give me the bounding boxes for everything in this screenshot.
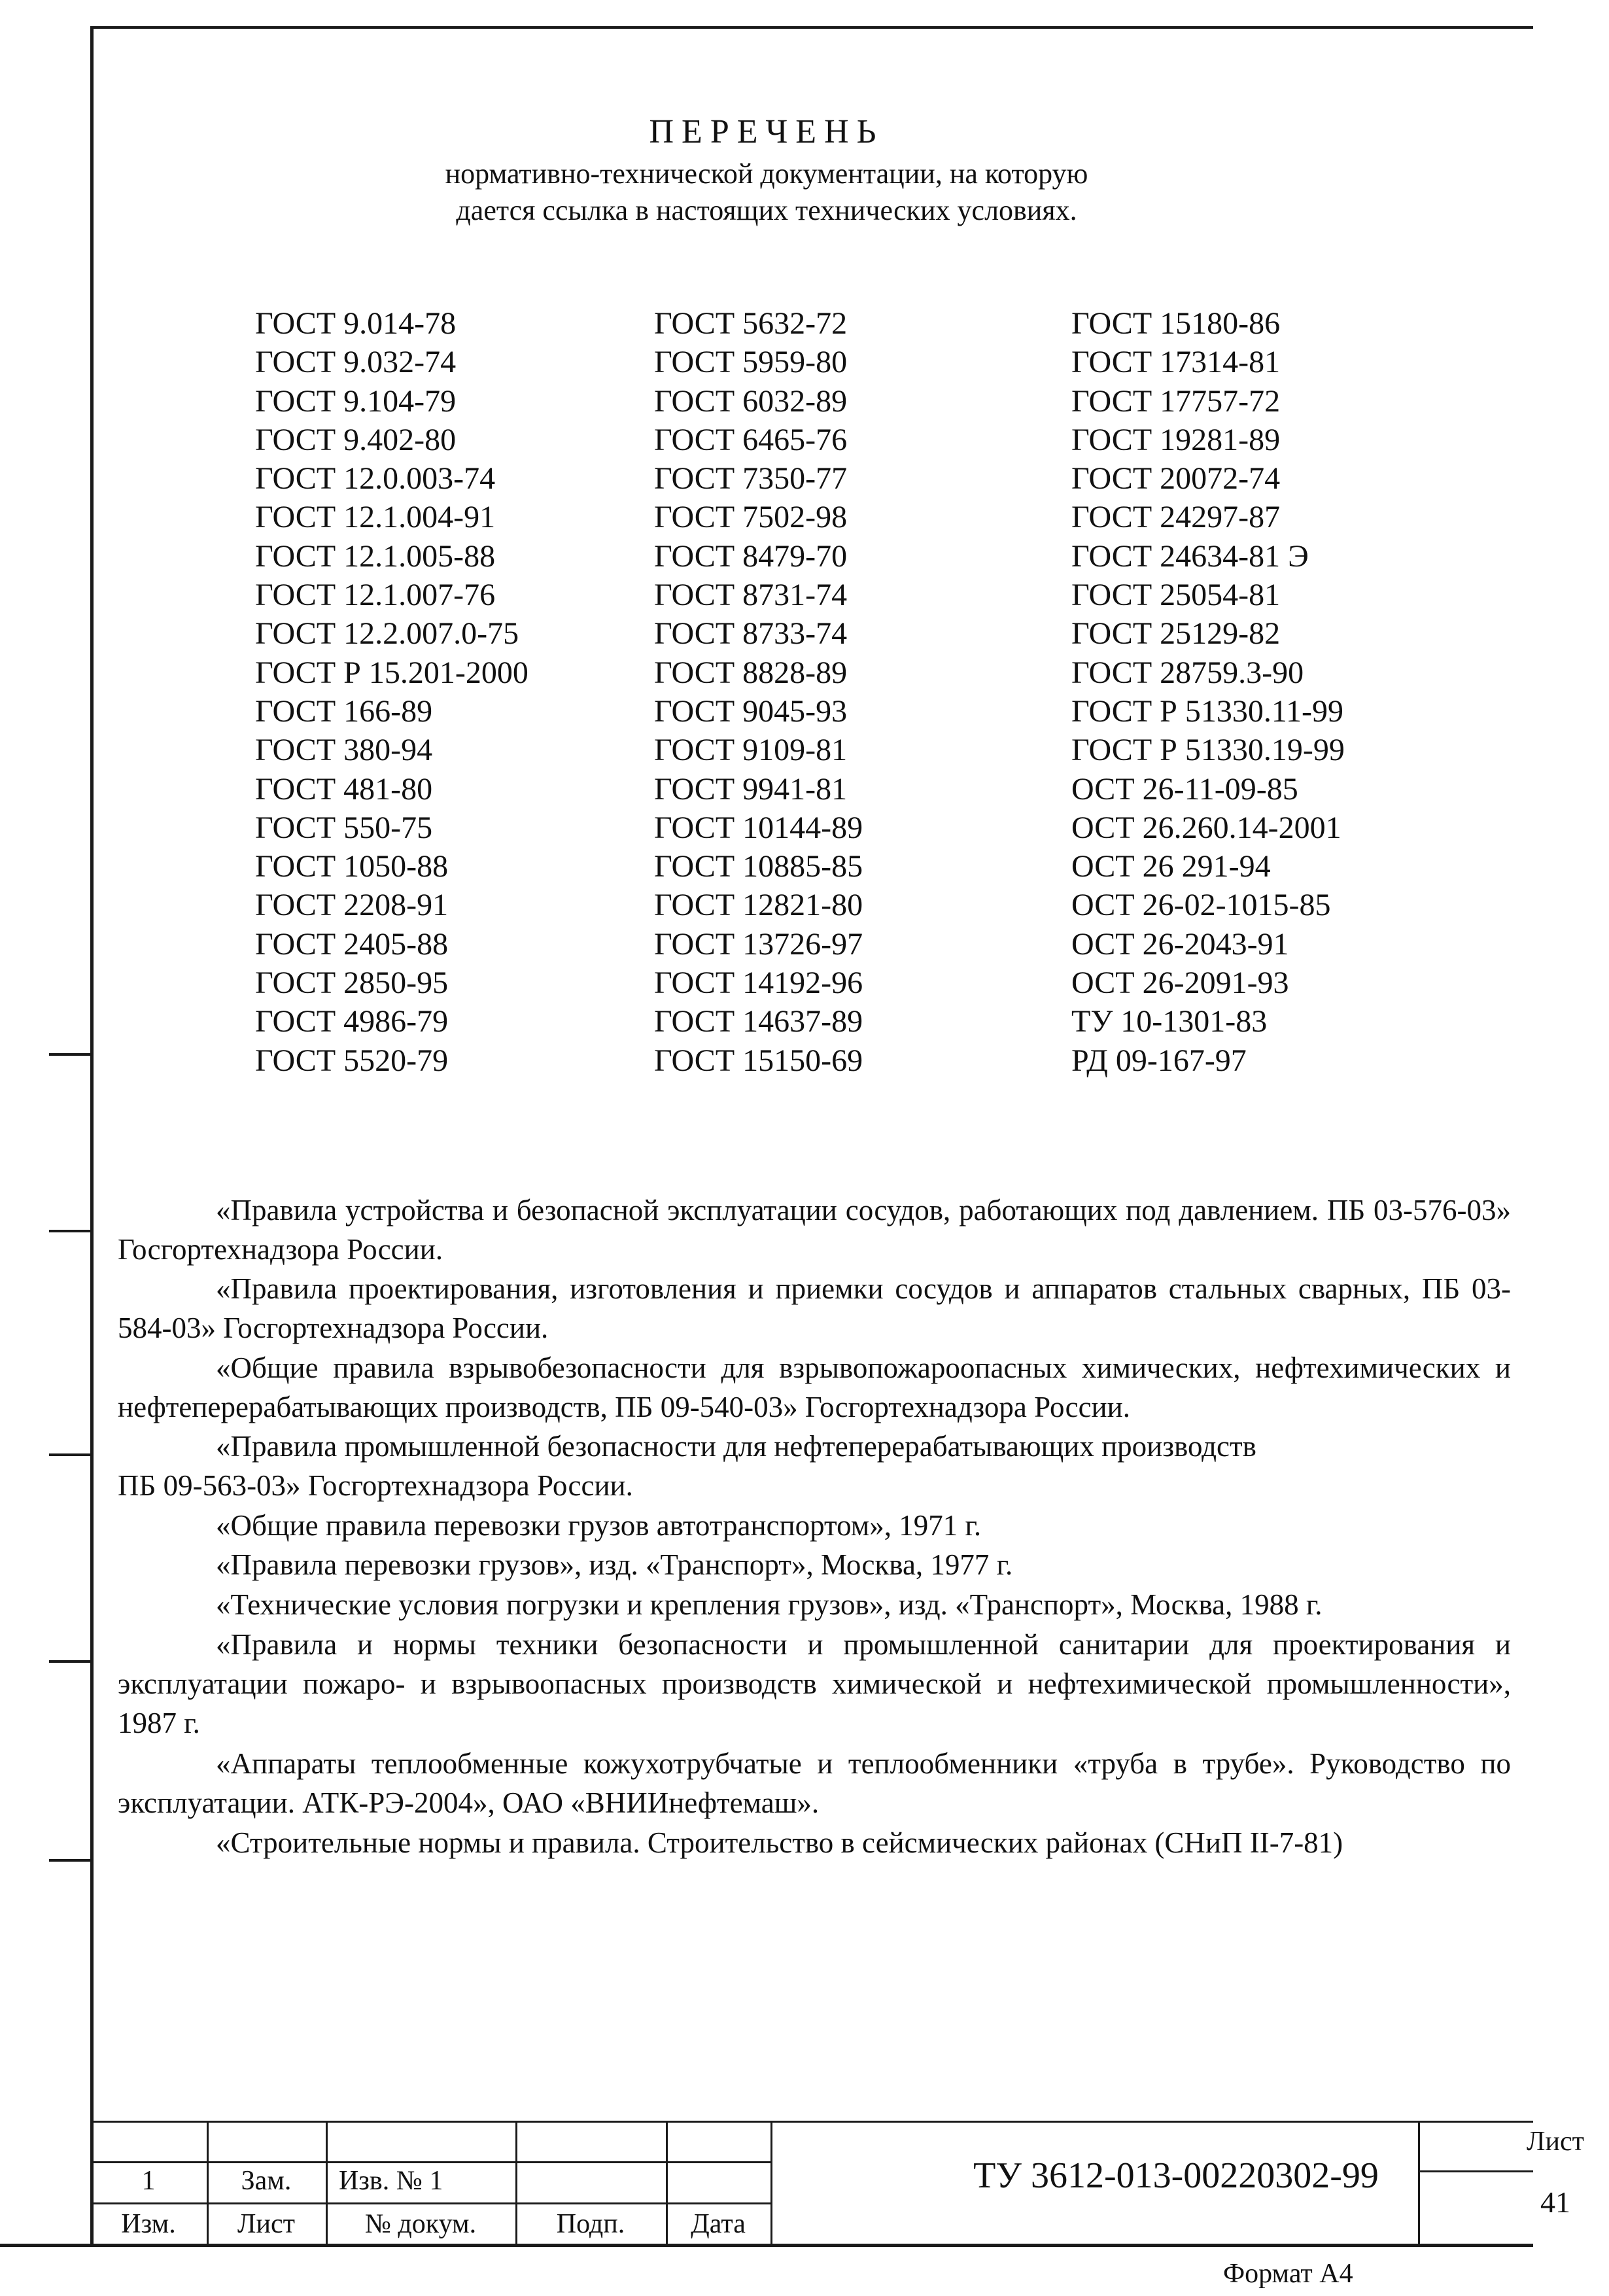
reference-item: ГОСТ 5959-80 (654, 345, 848, 380)
reference-paragraph-line: ПБ 09-563-03» Госгортехнадзора России. (118, 1469, 633, 1502)
reference-paragraph-line: «Правила промышленной безопасности для нефтеперерабатывающих производств (216, 1430, 1256, 1463)
reference-paragraph: «Правила проектирования, изготовления и приемки сосудов и аппаратов стальных сварных, ПБ 03-584-03» Госгортехнадзора России. (118, 1272, 1511, 1344)
reference-item: ГОСТ 20072-74 (1071, 461, 1281, 496)
reference-item: ГОСТ 10144-89 (654, 810, 863, 845)
reference-item: ГОСТ 7502-98 (654, 500, 848, 535)
reference-item: ГОСТ Р 15.201-2000 (255, 655, 528, 690)
reference-item: ГОСТ 12.1.007-76 (255, 578, 496, 613)
reference-item: ОСТ 26-02-1015-85 (1071, 888, 1331, 923)
stamp-header-doc: № докум. (364, 2209, 477, 2239)
reference-item: ГОСТ 10885-85 (654, 849, 863, 884)
reference-item: ОСТ 26 291-94 (1071, 849, 1271, 884)
reference-item: ГОСТ 12.0.003-74 (255, 461, 496, 496)
reference-item: ТУ 10-1301-83 (1071, 1004, 1268, 1039)
reference-item: ГОСТ 9.104-79 (255, 383, 457, 419)
reference-item: ГОСТ 14637-89 (654, 1004, 863, 1039)
reference-item: ГОСТ 19281-89 (1071, 422, 1281, 457)
reference-item: ГОСТ 5632-72 (654, 306, 848, 341)
reference-paragraph: «Аппараты теплообменные кожухотрубчатые и теплообменники «труба в трубе». Руководство по эксплуатации. АТК-РЭ-2004», ОАО «ВНИИнефтемаш». (118, 1747, 1511, 1819)
reference-item: ГОСТ 13726-97 (654, 926, 863, 962)
reference-item: ОСТ 26-2043-91 (1071, 926, 1289, 962)
reference-item: ГОСТ 380-94 (255, 733, 433, 768)
reference-item: ГОСТ 550-75 (255, 810, 433, 845)
stamp-header-date: Дата (691, 2209, 746, 2239)
reference-item: ГОСТ 9.402-80 (255, 422, 457, 457)
reference-item: ГОСТ 8731-74 (654, 578, 848, 613)
reference-paragraph-line: «Технические условия погрузки и крепления грузов», изд. «Транспорт», Москва, 1988 г. (216, 1588, 1323, 1621)
document-code: ТУ 3612-013-00220302-99 (973, 2155, 1379, 2196)
reference-item: ГОСТ 12.1.005-88 (255, 538, 496, 574)
reference-item: ГОСТ Р 51330.19-99 (1071, 733, 1345, 768)
reference-item: ГОСТ 2208-91 (255, 888, 449, 923)
reference-paragraph: «Правила и нормы техники безопасности и промышленной санитарии для проектирования и эксплуатации пожаро- и взрывоопасных производств химической и нефтехимической промышленности», 1987 г. (118, 1628, 1511, 1739)
margin-tick (49, 1660, 94, 1663)
reference-item: ГОСТ 14192-96 (654, 965, 863, 1001)
title-block (90, 2121, 1584, 2245)
reference-item: ГОСТ 9109-81 (654, 733, 848, 768)
reference-item: ГОСТ 2850-95 (255, 965, 449, 1001)
reference-paragraph-line: «Строительные нормы и правила. Строительство в сейсмических районах (СНиП II-7-81) (216, 1826, 1343, 1859)
reference-item: ГОСТ 24297-87 (1071, 500, 1281, 535)
reference-item: ОСТ 26-2091-93 (1071, 965, 1289, 1001)
reference-column-2 (654, 304, 863, 1080)
reference-item: ГОСТ 5520-79 (255, 1043, 449, 1078)
reference-item: ГОСТ 166-89 (255, 693, 433, 729)
reference-paragraph: «Общие правила взрывобезопасности для взрывопожароопасных химических, нефтехимических и нефтеперерабатывающих производств, ПБ 09-540-03» Госгортехнадзора России. (118, 1351, 1511, 1423)
reference-item: ГОСТ 24634-81 Э (1071, 538, 1309, 574)
reference-item: ГОСТ 28759.3-90 (1071, 655, 1304, 690)
reference-item: ОСТ 26-11-09-85 (1071, 771, 1298, 807)
reference-item: ОСТ 26.260.14-2001 (1071, 810, 1341, 845)
page-format: Формат А4 (1223, 2259, 1353, 2289)
sheet-number: 41 (1540, 2185, 1570, 2219)
reference-item: ГОСТ 12821-80 (654, 888, 863, 923)
reference-item: ГОСТ 8828-89 (654, 655, 848, 690)
reference-item: ГОСТ 481-80 (255, 771, 433, 807)
reference-item: ГОСТ 2405-88 (255, 926, 449, 962)
reference-item: ГОСТ 25054-81 (1071, 578, 1281, 613)
reference-item: ГОСТ Р 51330.11-99 (1071, 693, 1344, 729)
reference-item: ГОСТ 9941-81 (654, 771, 848, 807)
page-subtitle-line2: дается ссылка в настоящих технических условиях. (456, 194, 1077, 226)
margin-tick (49, 1230, 94, 1232)
reference-column-1 (255, 304, 528, 1080)
margin-tick (49, 1859, 94, 1862)
stamp-header-list: Лист (237, 2209, 295, 2239)
reference-item: ГОСТ 9.014-78 (255, 306, 457, 341)
reference-item: ГОСТ 6465-76 (654, 422, 848, 457)
frame-left-border (90, 26, 94, 2247)
reference-item: ГОСТ 12.2.007.0-75 (255, 616, 519, 652)
page-title: ПЕРЕЧЕНЬ (649, 113, 884, 150)
reference-item: ГОСТ 1050-88 (255, 849, 449, 884)
reference-item: ГОСТ 4986-79 (255, 1004, 449, 1039)
reference-item: ГОСТ 12.1.004-91 (255, 500, 496, 535)
reference-column-3 (1071, 304, 1345, 1080)
stamp-header-sign: Подп. (556, 2209, 625, 2239)
reference-item: ГОСТ 7350-77 (654, 461, 848, 496)
reference-item: ГОСТ 6032-89 (654, 383, 848, 419)
reference-item: ГОСТ 8479-70 (654, 538, 848, 574)
stamp-header-izm: Изм. (121, 2209, 176, 2239)
reference-item: ГОСТ 15180-86 (1071, 306, 1281, 341)
reference-item: ГОСТ 9.032-74 (255, 345, 457, 380)
reference-paragraph-line: «Общие правила перевозки грузов автотранспортом», 1971 г. (216, 1509, 982, 1542)
margin-tick (49, 1053, 94, 1056)
stamp-doc-value: Изв. № 1 (339, 2166, 443, 2196)
reference-item: ГОСТ 17314-81 (1071, 345, 1281, 380)
reference-paragraph: «Правила устройства и безопасной эксплуатации сосудов, работающих под давлением. ПБ 03-576-03» Госгортехнадзора России. (118, 1194, 1511, 1266)
reference-item: ГОСТ 17757-72 (1071, 383, 1281, 419)
reference-item: ГОСТ 15150-69 (654, 1043, 863, 1078)
margin-tick (49, 1453, 94, 1456)
reference-paragraph-line: «Правила перевозки грузов», изд. «Транспорт», Москва, 1977 г. (216, 1548, 1013, 1581)
stamp-izm-value: 1 (141, 2166, 156, 2196)
reference-item: ГОСТ 9045-93 (654, 693, 848, 729)
reference-item: РД 09-167-97 (1071, 1043, 1247, 1078)
stamp-list-value: Зам. (241, 2166, 292, 2196)
reference-item: ГОСТ 8733-74 (654, 616, 848, 652)
frame-top-border (90, 26, 1533, 29)
sheet-label: Лист (1527, 2127, 1584, 2157)
page-subtitle-line1: нормативно-технической документации, на которую (445, 158, 1088, 190)
reference-item: ГОСТ 25129-82 (1071, 616, 1281, 652)
